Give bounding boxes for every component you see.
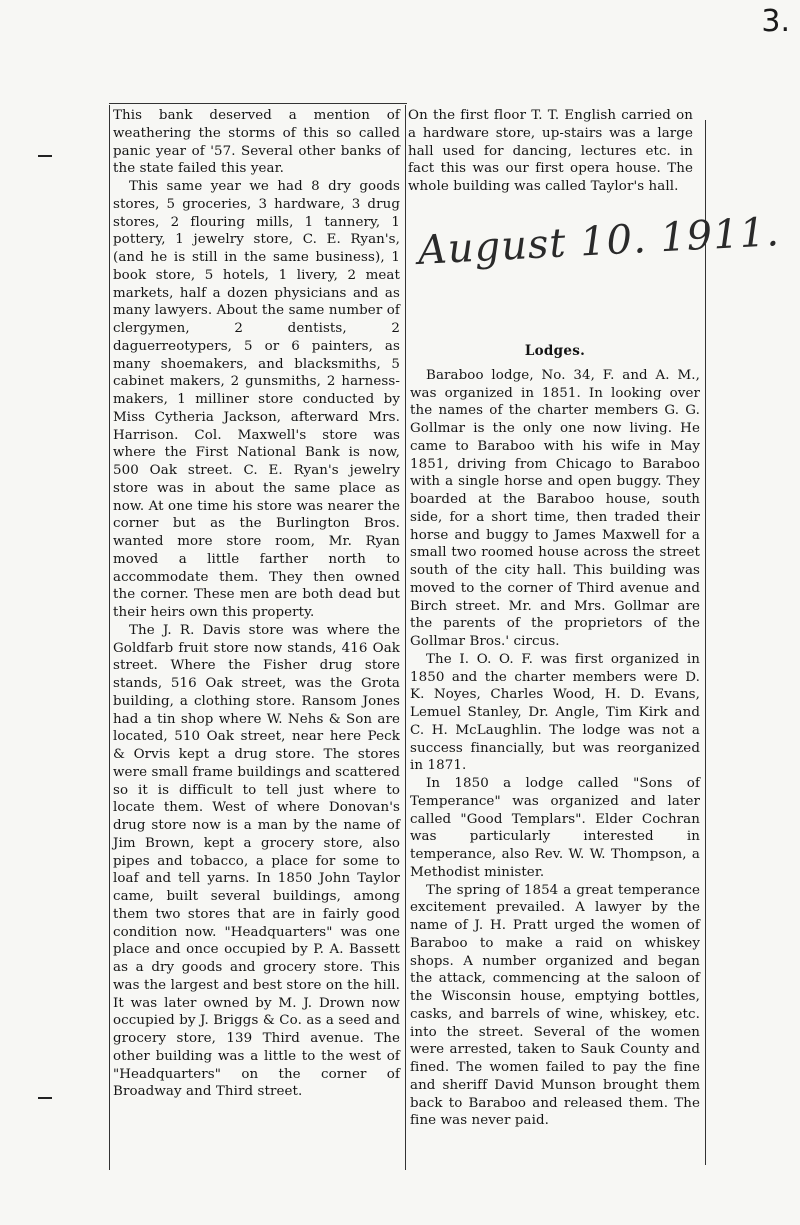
paragraph: Baraboo lodge, No. 34, F. and A. M., was organized in 1851. In looking over the names of the charter members G. G. Gollmar is the only one now living. He came to Baraboo with his wife in May 1851, driving from Chicago to Baraboo with a single horse and open buggy. They boarded at the Baraboo house, south side, for a short time, then traded their horse and buggy to James Maxwell for a small two roomed house across the street south of the city hall. This building was moved to the corner of Third avenue and Birch street. Mr. and Mrs. Gollmar are the parents of the proprietors of the Gollmar Bros.' circus. — [410, 367, 700, 649]
column-rule-center — [405, 105, 406, 1170]
paragraph: On the first floor T. T. English carried on a hardware store, up-stairs was a large hall used for dancing, lectures etc. in fact this was our first opera house. The whole building was called Taylor's hall. — [408, 108, 693, 194]
paragraph: This same year we had 8 dry goods stores, 5 groceries, 3 hardware, 3 drug stores, 2 flouring mills, 1 tannery, 1 pottery, 1 jewelry store, C. E. Ryan's, (and he is still in the same business), 1 book store, 5 hotels, 1 livery, 2 meat markets, half a dozen physicians and as many lawyers. About the same number of clergymen, 2 dentists, 2 daguerreotypers, 5 or 6 painters, as many shoemakers, and blacksmiths, 5 cabinet makers, 2 gunsmiths, 2 harness-makers, 1 milliner store conducted by Miss Cytheria Jackson, afterward Mrs. Harrison. Col. Maxwell's store was where the First National Bank is now, 500 Oak street. C. E. Ryan's jewelry store was in about the same place as now. At one time his store was nearer the corner but as the Burlington Bros. wanted more store room, Mr. Ryan moved a little farther north to accommodate them. They then owned the corner. These men are both dead but their heirs own this property. — [113, 179, 400, 620]
left-column — [113, 107, 400, 1101]
margin-mark-bottom — [38, 1097, 52, 1099]
handwritten-date: August 10. 1911. — [416, 209, 781, 274]
column-rule-right — [705, 120, 706, 1165]
paragraph: The spring of 1854 a great temperance excitement prevailed. A lawyer by the name of J. H. Pratt urged the women of Baraboo to make a raid on whiskey shops. A number organized and began the attack, commencing at the saloon of the Wisconsin house, emptying bottles, casks, and barrels of wine, whiskey, etc. into the street. Several of the women were arrested, taken to Sauk County and fined. The women failed to pay the fine and sheriff David Munson brought them back to Baraboo and released them. The fine was never paid. — [410, 882, 700, 1129]
right-column-top — [408, 107, 693, 196]
column-rule-left — [109, 105, 110, 1170]
paragraph: The I. O. O. F. was first organized in 1850 and the charter members were D. K. Noyes, Charles Wood, H. D. Evans, Lemuel Stanley, Dr. Angle, Tim Kirk and C. H. McLaughlin. The lodge was not a success financially, but was reorganized in 1871. — [410, 651, 700, 774]
paragraph: This bank deserved a mention of weathering the storms of this so called panic year of '57. Several other banks of the state failed this year. — [113, 108, 400, 177]
right-column-lodges — [410, 343, 700, 1130]
clipping-top-edge — [109, 103, 407, 104]
section-heading: Lodges. — [524, 343, 586, 359]
paragraph: The J. R. Davis store was where the Goldfarb fruit store now stands, 416 Oak street. Where the Fisher drug store stands, 516 Oak street, was the Grota building, a clothing store. Ransom Jones had a tin shop where W. Nehs & Son are located, 510 Oak street, near here Peck & Orvis kept a drug store. The stores were small frame buildings and scattered so it is difficult to tell just where to locate them. West of where Donovan's drug store now is a man by the name of Jim Brown, kept a grocery store, also pipes and tobacco, a place for some to loaf and tell yarns. In 1850 John Taylor came, built several buildings, among them two stores that are in fairly good condition now. "Headquarters" was one place and once occupied by P. A. Bassett as a dry goods and grocery store. This was the largest and best store on the hill. It was later owned by M. J. Drown now occupied by J. Briggs & Co. as a seed and grocery store, 139 Third avenue. The other building was a little to the west of "Headquarters" on the corner of Broadway and Third street. — [113, 622, 400, 1100]
paragraph: In 1850 a lodge called "Sons of Temperance" was organized and later called "Good Templars". Elder Cochran was particularly interested in temperance, also Rev. W. W. Thompson, a Methodist minister. — [410, 776, 700, 880]
page-number: 3. — [761, 4, 790, 39]
margin-mark-top — [38, 155, 52, 157]
